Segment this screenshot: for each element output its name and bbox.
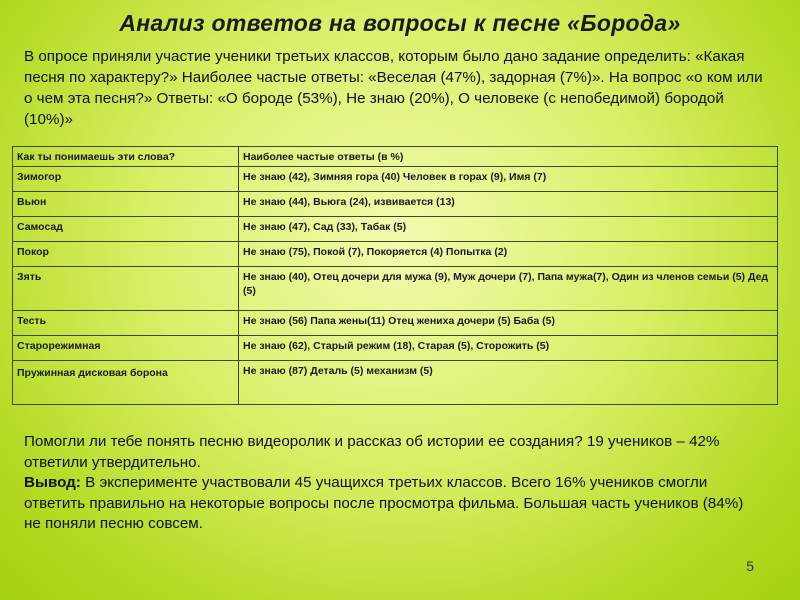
table-row [13,361,778,405]
word-cell: Самосад [13,217,239,242]
conclusion-label: Вывод: [24,474,81,491]
answers-cell: Не знаю (75), Покой (7), Покоряется (4) Попытка (2) [239,242,778,267]
table-row [13,267,778,311]
answers-table [12,146,778,405]
conclusion-block [24,432,764,535]
answers-cell: Не знаю (56) Папа жены(11) Отец жениха дочери (5) Баба (5) [239,311,778,336]
intro-paragraph: В опросе приняли участие ученики третьих классов, которым было дано задание определить: «Какая песня по характеру?» Наиболее частые ответы: «Веселая (47%), задорная (7%)». На вопрос «о ком или о чем эта песня?» Ответы: «О бороде (53%), Не знаю (20%), О человеке (с непобедимой) бородой (10%)» [24,48,763,128]
table-row [13,336,778,361]
word-cell: Старорежимная [13,336,239,361]
table-row [13,167,778,192]
word-cell: Пружинная дисковая борона [13,361,239,405]
word-cell: Зимогор [13,167,239,192]
answers-cell: Не знаю (40), Отец дочери для мужа (9), Муж дочери (7), Папа мужа(7), Один из членов семьи (5) Дед (5) [239,267,778,311]
table-header-row [13,147,778,167]
word-cell: Вьюн [13,192,239,217]
answers-cell: Не знаю (87) Деталь (5) механизм (5) [239,361,778,405]
conclusion-paragraph [24,473,764,535]
conclusion-text: В эксперименте участвовали 45 учащихся третьих классов. Всего 16% учеников смогли ответить правильно на некоторые вопросы после просмотра фильма. Большая часть учеников (84%) не поняли песню совсем. [24,474,744,532]
answers-cell: Не знаю (47), Сад (33), Табак (5) [239,217,778,242]
answers-table-container [12,146,778,405]
video-question-text: Помогли ли тебе понять песню видеоролик и рассказ об истории ее создания? 19 учеников – 42% ответили утвердительно. [24,433,720,471]
table-header-cell: Как ты понимаешь эти слова? [13,147,239,167]
table-row [13,311,778,336]
answers-cell: Не знаю (42), Зимняя гора (40) Человек в горах (9), Имя (7) [239,167,778,192]
word-cell: Тесть [13,311,239,336]
answers-cell: Не знаю (44), Вьюга (24), извивается (13) [239,192,778,217]
table-header-cell: Наиболее частые ответы (в %) [239,147,778,167]
table-row [13,242,778,267]
table-row [13,217,778,242]
slide-title: Анализ ответов на вопросы к песне «Борода» [119,10,681,36]
word-cell: Покор [13,242,239,267]
table-row [13,192,778,217]
answers-cell: Не знаю (62), Старый режим (18), Старая (5), Сторожить (5) [239,336,778,361]
word-cell: Зять [13,267,239,311]
page-number: 5 [746,558,754,574]
